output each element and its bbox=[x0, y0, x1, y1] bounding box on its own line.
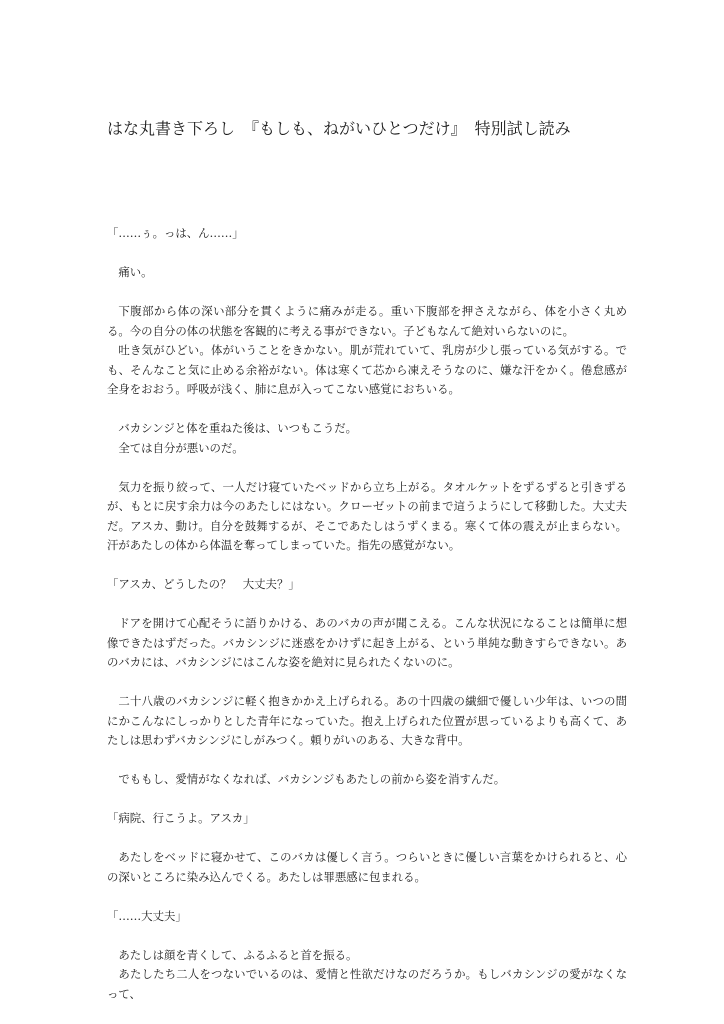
paragraph: バカシンジと体を重ねた後は、いつもこうだ。 bbox=[118, 421, 358, 435]
paragraph: あたしたち二人をつないでいるのは、愛情と性欲だけなのだろうか。もしバカシンジの愛がなくなって、 bbox=[107, 967, 627, 1001]
paragraph-gap bbox=[107, 673, 627, 693]
paragraph-gap bbox=[107, 400, 627, 420]
dialogue-line: 「病院、行こうよ。アスカ」 bbox=[107, 811, 255, 825]
paragraph-gap bbox=[107, 458, 627, 478]
dialogue-line: 「……ぅ。っは、ん……」 bbox=[107, 226, 244, 240]
dialogue-line: 「……大丈夫」 bbox=[107, 908, 187, 923]
paragraph: でももし、愛情がなくなれば、バカシンジもあたしの前から姿を消すんだ。 bbox=[118, 772, 506, 786]
page-title: はな丸書き下ろし 『もしも、ねがいひとつだけ』 特別試し読み bbox=[107, 119, 571, 138]
paragraph: あたしは顔を青くして、ふるふると首を振る。 bbox=[118, 947, 358, 962]
paragraph-gap bbox=[107, 887, 627, 907]
paragraph-gap bbox=[107, 556, 627, 576]
paragraph: あたしをベッドに寝かせて、このバカは優しく言う。つらいときに優しい言葉をかけられると、心の深いところに染み込んでくる。あたしは罪悪感に包まれる。 bbox=[107, 850, 627, 884]
paragraph: 下腹部から体の深い部分を貫くように痛みが走る。重い下腹部を押さえながら、体を小さく丸める。今の自分の体の状態を客観的に考える事ができない。子どもなんて絶対いらないのに。 bbox=[107, 304, 627, 338]
dialogue-line: 「アスカ、どうしたの？ 大丈夫？」 bbox=[107, 577, 300, 591]
paragraph-gap bbox=[107, 926, 627, 946]
paragraph: 痛い。 bbox=[118, 265, 153, 279]
paragraph: 気力を振り絞って、一人だけ寝ていたベッドから立ち上がる。タオルケットをずるずると引きずるが、もとに戻す余力は今のあたしにはない。クローゼットの前まで這うようにして移動した。大丈夫だ。アスカ、動け。自分を鼓舞するが、そこであたしはうずくまる。寒くて体の震えが止まらない。汗があたしの体から体温を奪ってしまっていた。指先の感覚がない。 bbox=[107, 479, 627, 552]
paragraph-gap bbox=[107, 751, 627, 771]
story-body bbox=[107, 224, 627, 1004]
paragraph: 吐き気がひどい。体がいうことをきかない。肌が荒れていて、乳房が少し張っている気がする。でも、そんなこと気に止める余裕がない。体は寒くて芯から凍えそうなのに、嫌な汗をかく。倦怠感が全身をおおう。呼吸が浅く、肺に息が入ってこない感覚におちいる。 bbox=[107, 343, 627, 396]
paragraph: 二十八歳のバカシンジに軽く抱きかかえ上げられる。あの十四歳の繊細で優しい少年は、いつの間にかこんなにしっかりとした青年になっていた。抱え上げられた位置が思っているよりも高くて、あたしは思わずバカシンジにしがみつく。頼りがいのある、大きな背中。 bbox=[107, 694, 627, 747]
paragraph-gap bbox=[107, 790, 627, 810]
paragraph: 全ては自分が悪いのだ。 bbox=[118, 440, 244, 455]
paragraph-gap bbox=[107, 829, 627, 849]
paragraph-gap bbox=[107, 595, 627, 615]
paragraph: ドアを開けて心配そうに語りかける、あのバカの声が聞こえる。こんな状況になることは簡単に想像できたはずだった。バカシンジに迷惑をかけずに起き上がる、という単純な動きすらできない。あのバカには、バカシンジにはこんな姿を絶対に見られたくないのに。 bbox=[107, 616, 627, 669]
paragraph-gap bbox=[107, 244, 627, 264]
paragraph-gap bbox=[107, 283, 627, 303]
